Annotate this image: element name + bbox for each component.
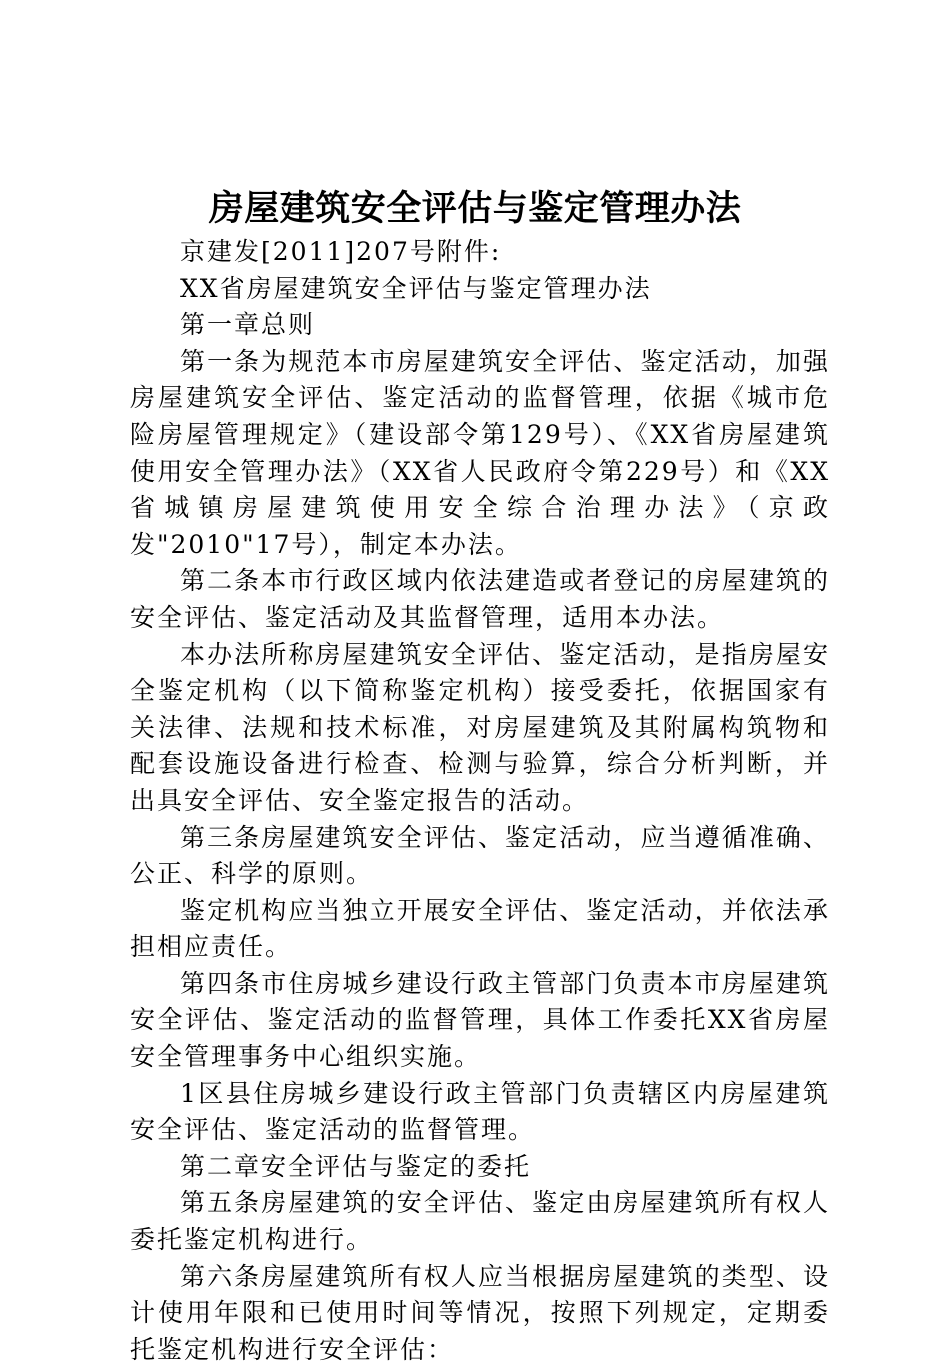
article-6: 第六条房屋建筑所有权人应当根据房屋建筑的类型、设计使用年限和已使用时间等情况，按照下列规定，定期委托鉴定机构进行安全评估：	[130, 1261, 830, 1364]
article-5: 第五条房屋建筑的安全评估、鉴定由房屋建筑所有权人委托鉴定机构进行。	[130, 1188, 830, 1255]
document-subtitle: XX省房屋建筑安全评估与鉴定管理办法	[180, 273, 652, 303]
article-2-definition: 本办法所称房屋建筑安全评估、鉴定活动，是指房屋安全鉴定机构（以下简称鉴定机构）接受委托，依据国家有关法律、法规和技术标准，对房屋建筑及其附属构筑物和配套设施设备进行检查、检测与验算，综合分析判断，并出具安全评估、安全鉴定报告的活动。	[130, 639, 830, 815]
article-3: 第三条房屋建筑安全评估、鉴定活动，应当遵循准确、公正、科学的原则。	[130, 822, 830, 889]
article-1: 第一条为规范本市房屋建筑安全评估、鉴定活动，加强房屋建筑安全评估、鉴定活动的监督管理，依据《城市危险房屋管理规定》（建设部令第129号）、《XX省房屋建筑使用安全管理办法》（XX省人民政府令第229号）和《XX省城镇房屋建筑使用安全综合治理办法》（京政发"2010"17号），制定本办法。	[130, 346, 830, 559]
chapter-2-heading: 第二章安全评估与鉴定的委托	[180, 1151, 532, 1181]
document-reference: 京建发[2011]207号附件:	[180, 237, 502, 266]
document-body	[130, 234, 830, 1368]
article-4: 第四条市住房城乡建设行政主管部门负责本市房屋建筑安全评估、鉴定活动的监督管理，具体工作委托XX省房屋安全管理事务中心组织实施。	[130, 968, 830, 1072]
article-4-district: 1区县住房城乡建设行政主管部门负责辖区内房屋建筑安全评估、鉴定活动的监督管理。	[130, 1078, 830, 1145]
chapter-1-heading: 第一章总则	[180, 310, 316, 340]
article-2: 第二条本市行政区域内依法建造或者登记的房屋建筑的安全评估、鉴定活动及其监督管理，适用本办法。	[130, 566, 830, 632]
document-title: 房屋建筑安全评估与鉴定管理办法	[208, 188, 742, 229]
article-3-responsibility: 鉴定机构应当独立开展安全评估、鉴定活动，并依法承担相应责任。	[130, 895, 830, 962]
